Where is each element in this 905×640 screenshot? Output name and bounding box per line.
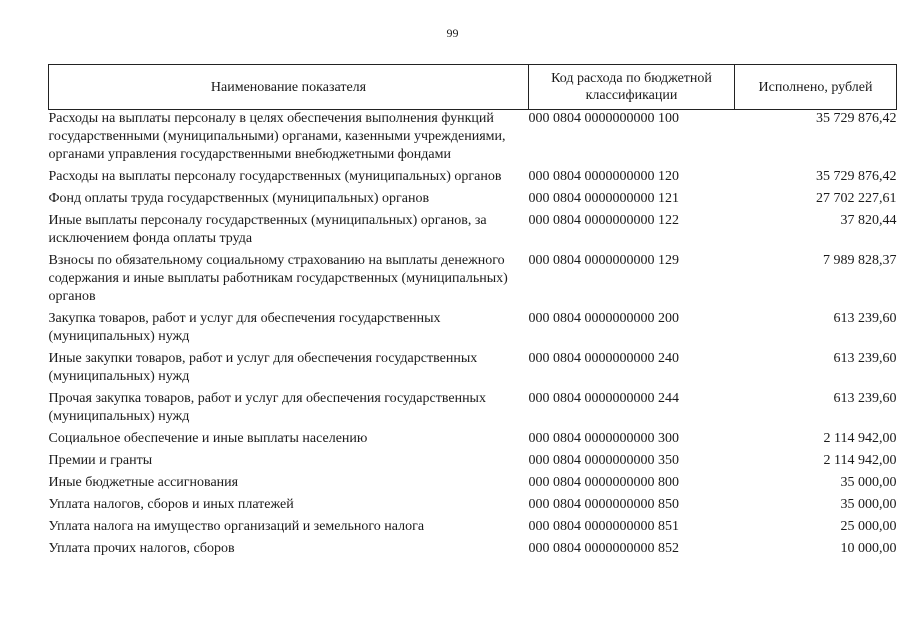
header-executed-amount: Исполнено, рублей xyxy=(735,65,897,110)
row-budget-code: 000 0804 0000000000 852 xyxy=(528,541,679,556)
row-name: Прочая закупка товаров, работ и услуг для обеспечения государственных (муниципальных) нужд xyxy=(48,391,486,424)
row-name: Иные закупки товаров, работ и услуг для обеспечения государственных (муниципальных) нужд xyxy=(48,351,478,384)
table-row xyxy=(49,518,897,540)
header-budget-code: Код расхода по бюджетной классификации xyxy=(529,65,735,110)
table-row xyxy=(49,350,897,390)
row-budget-code: 000 0804 0000000000 300 xyxy=(528,431,679,446)
row-name: Закупка товаров, работ и услуг для обеспечения государственных (муниципальных) нужд xyxy=(48,311,441,344)
row-amount: 37 820,44 xyxy=(840,213,897,228)
row-amount: 10 000,00 xyxy=(840,541,897,556)
row-name: Расходы на выплаты персоналу в целях обеспечения выполнения функций государственными (муниципальными) органами, казенными учреждениями, органами управления государственными внебюджетными фондами xyxy=(48,111,506,162)
table-row xyxy=(49,252,897,310)
row-amount: 613 239,60 xyxy=(833,351,897,366)
row-budget-code: 000 0804 0000000000 850 xyxy=(528,497,679,512)
table-row xyxy=(49,430,897,452)
table-row xyxy=(49,540,897,562)
row-budget-code: 000 0804 0000000000 120 xyxy=(528,169,679,184)
table-row xyxy=(49,212,897,252)
row-budget-code: 000 0804 0000000000 851 xyxy=(528,519,679,534)
row-name: Расходы на выплаты персоналу государственных (муниципальных) органов xyxy=(48,169,502,184)
row-name: Социальное обеспечение и иные выплаты населению xyxy=(48,431,368,446)
row-budget-code: 000 0804 0000000000 244 xyxy=(528,391,679,406)
table-row xyxy=(49,452,897,474)
row-name: Иные бюджетные ассигнования xyxy=(48,475,239,490)
row-amount: 2 114 942,00 xyxy=(823,431,897,446)
row-amount: 35 729 876,42 xyxy=(816,111,897,126)
row-amount: 35 000,00 xyxy=(840,475,897,490)
row-budget-code: 000 0804 0000000000 200 xyxy=(528,311,679,326)
row-amount: 2 114 942,00 xyxy=(823,453,897,468)
row-name: Иные выплаты персоналу государственных (муниципальных) органов, за исключением фонда оплаты труда xyxy=(48,213,487,246)
table-row xyxy=(49,474,897,496)
table-row xyxy=(49,310,897,350)
row-amount: 27 702 227,61 xyxy=(816,191,897,206)
row-amount: 613 239,60 xyxy=(833,391,897,406)
row-budget-code: 000 0804 0000000000 129 xyxy=(528,253,679,268)
page-number: 99 xyxy=(446,26,459,40)
row-budget-code: 000 0804 0000000000 800 xyxy=(528,475,679,490)
row-name: Взносы по обязательному социальному страхованию на выплаты денежного содержания и иные выплаты работникам государственных (муниципальных) органов xyxy=(48,253,508,304)
table-body xyxy=(49,110,897,563)
table-row xyxy=(49,168,897,190)
row-budget-code: 000 0804 0000000000 100 xyxy=(528,111,679,126)
row-amount: 7 989 828,37 xyxy=(823,253,897,268)
row-budget-code: 000 0804 0000000000 122 xyxy=(528,213,679,228)
header-indicator-name: Наименование показателя xyxy=(49,65,529,110)
row-amount: 25 000,00 xyxy=(840,519,897,534)
row-name: Уплата прочих налогов, сборов xyxy=(48,541,235,556)
expenditure-table xyxy=(48,64,897,562)
table-row xyxy=(49,110,897,169)
row-amount: 613 239,60 xyxy=(833,311,897,326)
table-row xyxy=(49,496,897,518)
row-name: Уплата налогов, сборов и иных платежей xyxy=(48,497,294,512)
table-row xyxy=(49,390,897,430)
row-budget-code: 000 0804 0000000000 240 xyxy=(528,351,679,366)
row-budget-code: 000 0804 0000000000 121 xyxy=(528,191,679,206)
row-name: Фонд оплаты труда государственных (муниципальных) органов xyxy=(48,191,430,206)
table-header xyxy=(49,65,897,110)
row-budget-code: 000 0804 0000000000 350 xyxy=(528,453,679,468)
table-row xyxy=(49,190,897,212)
row-amount: 35 729 876,42 xyxy=(816,169,897,184)
row-name: Уплата налога на имущество организаций и земельного налога xyxy=(48,519,425,534)
row-amount: 35 000,00 xyxy=(840,497,897,512)
row-name: Премии и гранты xyxy=(48,453,153,468)
